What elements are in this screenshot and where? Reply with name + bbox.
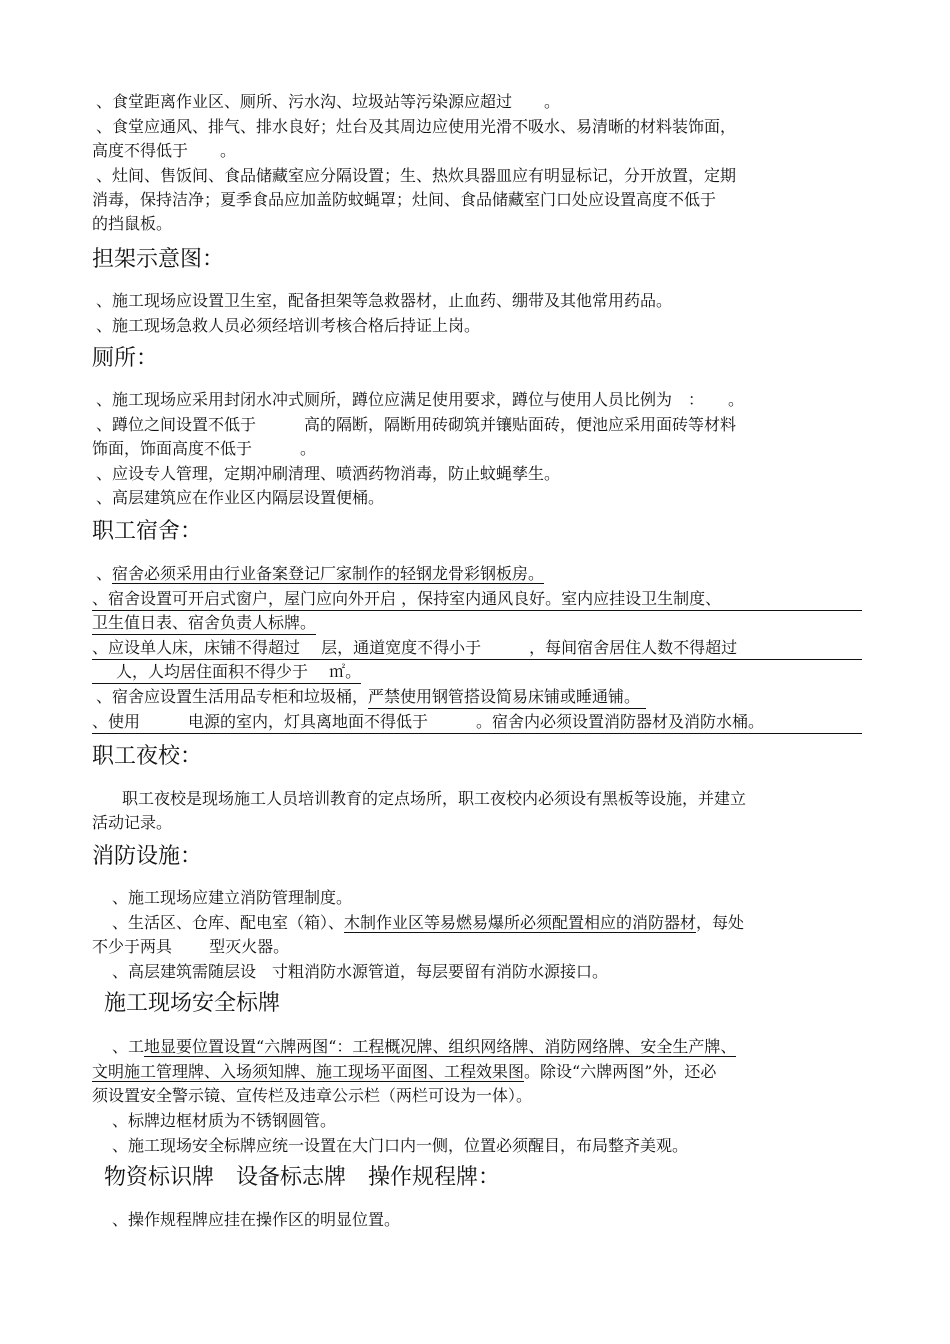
fire-each-text: ，每处 bbox=[696, 913, 745, 932]
canteen-height-text: 高度不得低于 。 bbox=[92, 141, 237, 160]
kitchen-separation-text: 、灶间、售饭间、食品储藏室应分隔设置；生、热炊具器皿应有明显标记，分开放置，定期 bbox=[96, 166, 737, 185]
toilet-partition-text: 、蹲位之间设置不低于 高的隔断，隔断用砖砌筑并镶贴面砖，便池应采用面砖等材料 bbox=[96, 415, 737, 434]
fire-system-text: 、施工现场应建立消防管理制度。 bbox=[112, 888, 353, 907]
fire-extinguisher-text: 不少于两具 型灭火器。 bbox=[92, 937, 290, 956]
heading-material-signs: 物资标识牌 设备标志牌 操作规程牌： bbox=[104, 1165, 501, 1190]
boards-list-line bbox=[92, 1061, 716, 1083]
dorm-occupancy-text: 人，人均居住面积不得少于 ㎡。 bbox=[92, 661, 361, 684]
heading-night-school: 职工夜校： bbox=[92, 744, 203, 769]
dorm-locker-line bbox=[96, 686, 646, 709]
dorm-material-line: 、宿舍必须采用由行业备案登记厂家制作的轻钢龙骨彩钢板房。 bbox=[96, 564, 545, 583]
toilet-type-text: 、施工现场应采用封闭水冲式厕所，蹲位应满足使用要求，蹲位与使用人员比例为 ： 。 bbox=[96, 390, 745, 409]
dorm-occupancy-line bbox=[92, 661, 361, 684]
fire-pipe-text: 、高层建筑需随层设 寸粗消防水源管道，每层要留有消防水源接口。 bbox=[112, 962, 609, 981]
frame-material-text: 、标牌边框材质为不锈钢圆管。 bbox=[112, 1111, 337, 1130]
night-school-text: 职工夜校是现场施工人员培训教育的定点场所，职工夜校内必须设有黑板等设施，并建立 bbox=[122, 789, 747, 808]
fire-areas-text: 、生活区、仓库、配电室（箱）、 bbox=[112, 913, 345, 932]
toilet-finish-text: 饰面，饰面高度不低于 。 bbox=[92, 439, 317, 458]
toilet-cleaning-text: 、应设专人管理，定期冲刷清理、喷洒药物消毒，防止蚊蝇孳生。 bbox=[96, 464, 561, 483]
first-aid-staff-text: 、施工现场急救人员必须经培训考核合格后持证上岗。 bbox=[96, 316, 481, 335]
boards-extra-text: 。除设“六牌两图”外，还必 bbox=[524, 1062, 717, 1081]
heading-dormitory: 职工宿舍： bbox=[92, 519, 203, 544]
boards-list-text: 文明施工管理牌、入场须知牌、施工现场平面图、工程效果图 bbox=[92, 1062, 525, 1081]
dorm-material-text: 宿舍必须采用由行业备案登记厂家制作的轻钢龙骨彩钢板房。 bbox=[112, 564, 545, 583]
fire-flammable-text: 木制作业区等易燃易爆所必须配置相应的消防器材 bbox=[344, 913, 697, 932]
rat-guard-text: 的挡鼠板。 bbox=[92, 214, 173, 233]
dorm-bed-text: 、应设单人床，床铺不得超过 层，通道宽度不得小于 ，每间宿舍居住人数不得超过 bbox=[92, 637, 862, 660]
heading-toilet: 厕所： bbox=[92, 346, 159, 371]
operation-rules-text: 、操作规程牌应挂在操作区的明显位置。 bbox=[112, 1210, 401, 1229]
dorm-electric-text: 、使用 电源的室内，灯具离地面不得低于 。宿舍内必须设置消防器材及消防水桶。 bbox=[92, 711, 862, 734]
canteen-ventilation-text: 、食堂应通风、排气、排水良好；灶台及其周边应使用光滑不吸水、易清晰的材料装饰面， bbox=[96, 117, 737, 136]
kitchen-hygiene-text: 消毒，保持洁净；夏季食品应加盖防蚊蝇罩；灶间、食品储藏室门口处应设置高度不低于 bbox=[92, 190, 717, 209]
six-boards-line bbox=[112, 1036, 736, 1058]
warning-mirror-text: 须设置安全警示镜、宣传栏及违章公示栏（两栏可设为一体）。 bbox=[92, 1086, 533, 1105]
six-boards-prefix: 、工 bbox=[112, 1037, 145, 1056]
heading-stretcher: 担架示意图： bbox=[92, 247, 225, 272]
dorm-signs-text: 卫生值日表、宿舍负责人标牌。 bbox=[92, 612, 316, 635]
night-school-record-text: 活动记录。 bbox=[92, 813, 173, 832]
toilet-highrise-text: 、高层建筑应在作业区内隔层设置便桶。 bbox=[96, 488, 385, 507]
dorm-locker-text: 、宿舍应设置生活用品专柜和垃圾桶， bbox=[96, 687, 369, 706]
fire-equipment-line bbox=[112, 912, 744, 934]
heading-safety-signs: 施工现场安全标牌 bbox=[104, 991, 281, 1016]
dorm-window-text: 、宿舍设置可开启式窗户，屋门应向外开启 ，保持室内通风良好。室内应挂设卫生制度、 bbox=[92, 588, 862, 611]
sign-placement-text: 、施工现场安全标牌应统一设置在大门口内一侧，位置必须醒目，布局整齐美观。 bbox=[112, 1136, 689, 1155]
heading-fire: 消防设施： bbox=[92, 844, 203, 869]
clinic-text: 、施工现场应设置卫生室，配备担架等急救器材，止血药、绷带及其他常用药品。 bbox=[96, 291, 673, 310]
canteen-distance-text: 、食堂距离作业区、厕所、污水沟、垃圾站等污染源应超过 。 bbox=[96, 92, 561, 111]
six-boards-text: 地显要位置设置“六牌两图“：工程概况牌、组织网络牌、消防网络牌、安全生产牌、 bbox=[144, 1037, 737, 1056]
dorm-bed-ban-text: 严禁使用钢管搭设简易床铺或睡通铺。 bbox=[368, 686, 646, 709]
